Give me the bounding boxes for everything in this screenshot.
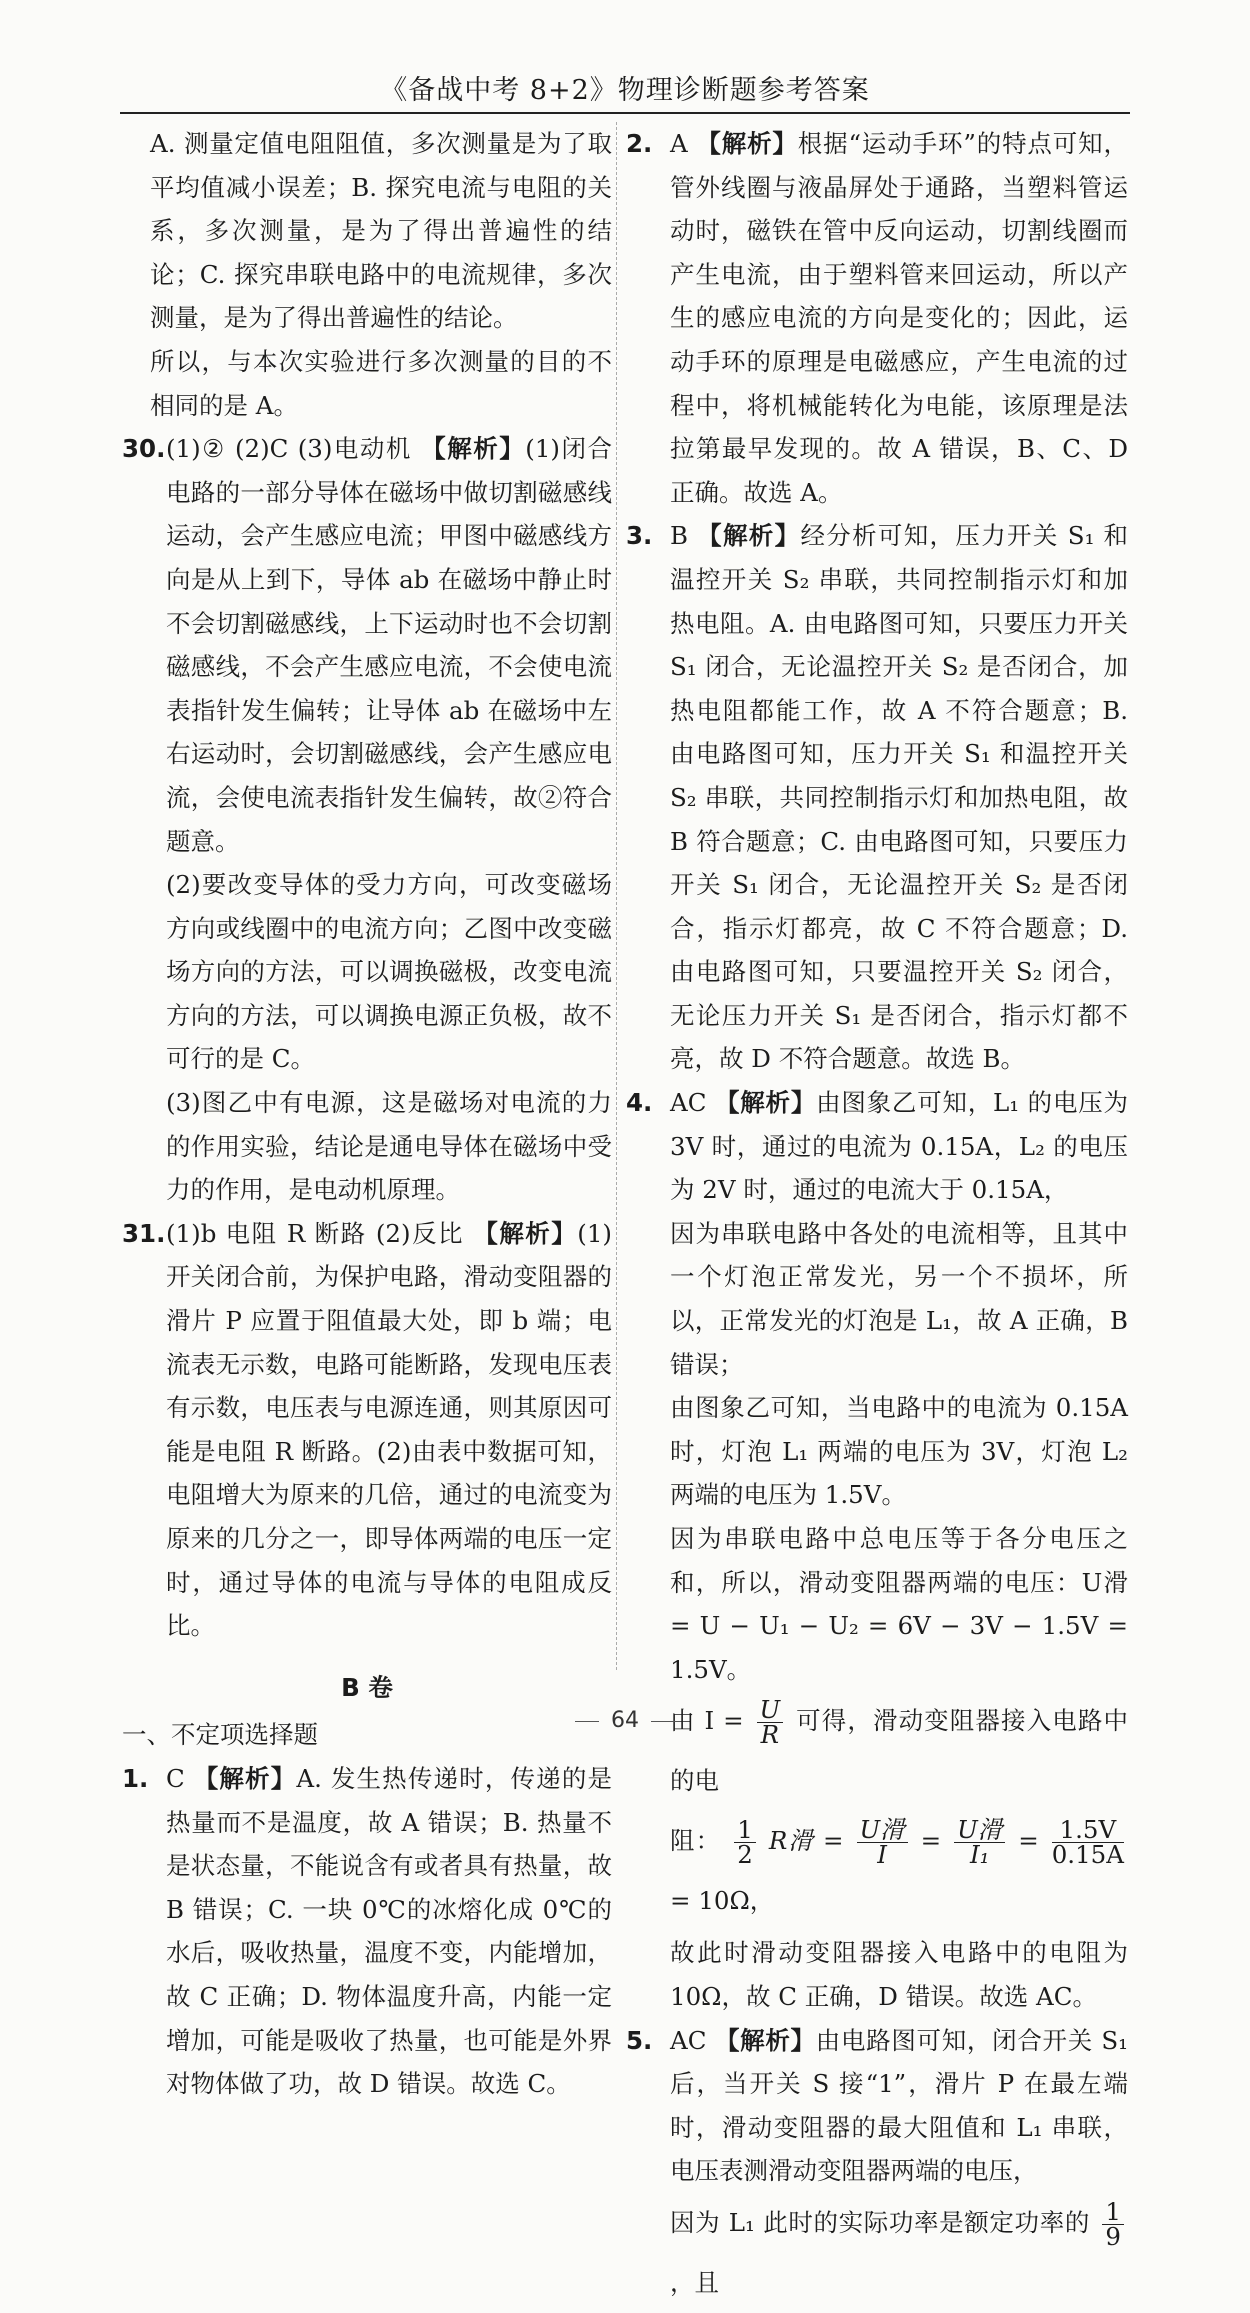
fraction-numerator: 1 — [1102, 2200, 1124, 2225]
answer-paragraph: A. 测量定值电阻阻值，多次测量是为了取平均值减小误差；B. 探究电流与电阻的关系，多次测量，是为了得出普遍性的结论；C. 探究串联电路中的电流规律，多次测量，是为了得出普遍性的结论。 — [150, 129, 612, 333]
analysis-tag: 【解析】 — [696, 129, 798, 158]
answer-head: AC — [670, 1088, 707, 1118]
fraction-numerator: U滑 — [954, 1818, 1005, 1843]
answer-text: (1)闭合电路的一部分导体在磁场中做切割磁感线运动，会产生感应电流；甲图中磁感线方向是从上到下，导体 ab 在磁场中静止时不会切割磁感线，上下运动时也不会切割磁感线，不会产生感应电流，不会使电流表指针发生偏转；让导体 ab 在磁场中左右运动时，会切割磁感线，会产生感应电流，会使电流表指针发生偏转，故②符合题意。 — [166, 434, 612, 856]
fraction-denominator: I₁ — [969, 1840, 990, 1870]
question-number: 30. — [122, 434, 166, 464]
answer-30 — [122, 427, 612, 863]
question-number: 5. — [626, 2025, 653, 2055]
footer-dash — [651, 1721, 675, 1722]
analysis-tag: 【解析】 — [473, 1218, 578, 1248]
formula-text: 因为 L₁ 此时的实际功率是额定功率的 — [670, 2207, 1090, 2237]
fraction — [857, 1815, 908, 1870]
column-divider — [616, 122, 617, 1670]
formula-line — [626, 2193, 1128, 2313]
answer-1 — [122, 1757, 612, 2106]
fraction — [734, 1815, 756, 1870]
fraction-denominator: R — [760, 1720, 780, 1750]
analysis-tag: 【解析】 — [715, 1088, 817, 1118]
fraction — [1051, 1815, 1124, 1870]
formula-text: = — [1018, 1826, 1039, 1856]
formula-text: ，且 — [670, 2267, 719, 2297]
answer-head: (1)② (2)C (3)电动机 — [166, 434, 412, 464]
formula-text: = 10Ω， — [670, 1886, 775, 1916]
fraction-denominator: I — [877, 1840, 887, 1870]
question-number: 4. — [626, 1088, 653, 1118]
formula-text: 可得，滑动变阻器接入电路中的电 — [670, 1706, 1128, 1796]
question-number: 2. — [626, 129, 653, 158]
section-title: B 卷 — [341, 1672, 393, 1702]
fraction-denominator: 0.15A — [1051, 1840, 1124, 1870]
answer-head: AC — [670, 2025, 707, 2055]
answer-paragraph: (3)图乙中有电源，这是磁场对电流的力的作用实验，结论是通电导体在磁场中受力的作用，是电动机原理。 — [166, 1088, 612, 1205]
question-number: 3. — [626, 521, 653, 551]
answer-3 — [626, 514, 1128, 1081]
fraction-numerator: U滑 — [857, 1818, 908, 1843]
answer-paragraph: 所以，与本次实验进行多次测量的目的不相同的是 A。 — [150, 346, 612, 420]
answer-paragraph: 因为串联电路中总电压等于各分电压之和，所以，滑动变阻器两端的电压：U滑 = U − U₁ − U₂ = 6V − 3V − 1.5V = 1.5V。 — [670, 1524, 1128, 1684]
question-number: 31. — [122, 1218, 166, 1248]
answer-text: 经分析可知，压力开关 S₁ 和温控开关 S₂ 串联，共同控制指示灯和加热电阻。A. 由电路图可知，只要压力开关 S₁ 闭合，无论温控开关 S₂ 是否闭合，加热电阻都能工作，故 A 不符合题意；B. 由电路图可知，压力开关 S₁ 和温控开关 S₂ 串联，共同控制指示灯和加热电阻，故 B 符合题意；C. 由电路图可知，只要压力开关 S₁ 闭合，无论温控开关 S₂ 是否闭合，指示灯都亮，故 C 不符合题意；D. 由电路图可知，只要温控开关 S₂ 闭合，无论压力开关 S₁ 是否闭合，指示灯都不亮，故 D 不符合题意。故选 B。 — [670, 521, 1128, 1074]
left-column — [122, 122, 612, 2106]
answer-paragraph: 故此时滑动变阻器接入电路中的电阻为 10Ω，故 C 正确，D 错误。故选 AC。 — [670, 1938, 1128, 2011]
answer-paragraph: (2)要改变导体的受力方向，可改变磁场方向或线圈中的电流方向；乙图中改变磁场方向的方法，可以调换磁极，改变电流方向的方法，可以调换电源正负极，故不可行的是 C。 — [166, 870, 612, 1074]
answer-text: A. 发生热传递时，传递的是热量而不是温度，故 A 错误；B. 热量不是状态量，不能说含有或者具有热量，故 B 错误；C. 一块 0℃的冰熔化成 0℃的水后，吸收热量，温度不变，内能增加，故 C 正确；D. 物体温度升高，内能一定增加，可能是吸收了热量，也可能是外界对物体做了功，故 D 错误。故选 C。 — [166, 1763, 612, 2099]
answer-2 — [626, 122, 1128, 514]
answer-head: B — [670, 521, 689, 551]
header-rule — [120, 112, 1130, 114]
answer-4 — [626, 1081, 1128, 1212]
analysis-tag: 【解析】 — [714, 2025, 816, 2055]
answer-head: (1)b 电阻 R 断路 (2)反比 — [166, 1218, 465, 1248]
fraction — [1102, 2196, 1124, 2251]
fraction — [954, 1815, 1005, 1870]
answer-paragraph: 因为串联电路中各处的电流相等，且其中一个灯泡正常发光，另一个不损坏，所以，正常发光的灯泡是 L₁，故 A 正确，B 错误； — [670, 1218, 1128, 1379]
answer-head: C — [166, 1763, 185, 1793]
formula-text: R滑 = — [768, 1826, 844, 1856]
fraction-numerator: 1.5V — [1052, 1818, 1124, 1843]
answer-text: 根据“运动手环”的特点可知，管外线圈与液晶屏处于通路，当塑料管运动时，磁铁在管中反向运动，切割线圈而产生电流，由于塑料管来回运动，所以产生的感应电流的方向是变化的；因此，运动手环的原理是电磁感应，产生电流的过程中，将机械能转化为电能，该原理是法拉第最早发现的。故 A 错误，B、C、D 正确。故选 A。 — [670, 129, 1128, 507]
answer-text: 由电路图可知，闭合开关 S₁ 后，当开关 S 接“1”，滑片 P 在最左端时，滑动变阻器的最大阻值和 L₁ 串联，电压表测滑动变阻器两端的电压， — [670, 2025, 1129, 2186]
page-number: 64 — [611, 1708, 639, 1733]
page-header: 《备战中考 8+2》物理诊断题参考答案 — [380, 75, 870, 106]
section-subhead: 一、不定项选择题 — [122, 1720, 318, 1750]
analysis-tag: 【解析】 — [421, 434, 526, 464]
footer-dash — [575, 1721, 599, 1722]
answer-text: 由图象乙可知，L₁ 的电压为 3V 时，通过的电流为 0.15A，L₂ 的电压为 2V 时，通过的电流大于 0.15A， — [670, 1088, 1128, 1205]
question-number: 1. — [122, 1763, 149, 1793]
fraction-denominator: 9 — [1105, 2221, 1121, 2251]
analysis-tag: 【解析】 — [193, 1763, 297, 1793]
right-column — [626, 122, 1128, 2313]
answer-text: (1)开关闭合前，为保护电路，滑动变阻器的滑片 P 应置于阻值最大处，即 b 端；电流表无示数，电路可能断路，发现电压表有示数，电压表与电源连通，则其原因可能是电阻 R 断路。(2)由表中数据可知，电阻增大为原来的几倍，通过的电流变为原来的几分之一，即导体两端的电压一定时，通过导体的电流与导体的电阻成反比。 — [166, 1218, 612, 1641]
answer-head: A — [670, 129, 688, 158]
formula-text: 由 I = — [670, 1706, 744, 1736]
formula-text: 阻： — [670, 1826, 722, 1856]
formula-text: = — [920, 1826, 942, 1856]
fraction-denominator: 2 — [737, 1840, 753, 1870]
analysis-tag: 【解析】 — [697, 521, 801, 551]
fraction-numerator: U — [757, 1698, 784, 1723]
fraction-numerator: 1 — [734, 1818, 756, 1843]
formula-line — [626, 1811, 1128, 1931]
answer-31 — [122, 1212, 612, 1648]
answer-5 — [626, 2019, 1128, 2193]
answer-paragraph: 由图象乙可知，当电路中的电流为 0.15A 时，灯泡 L₁ 两端的电压为 3V，灯泡 L₂ 两端的电压为 1.5V。 — [670, 1393, 1128, 1510]
